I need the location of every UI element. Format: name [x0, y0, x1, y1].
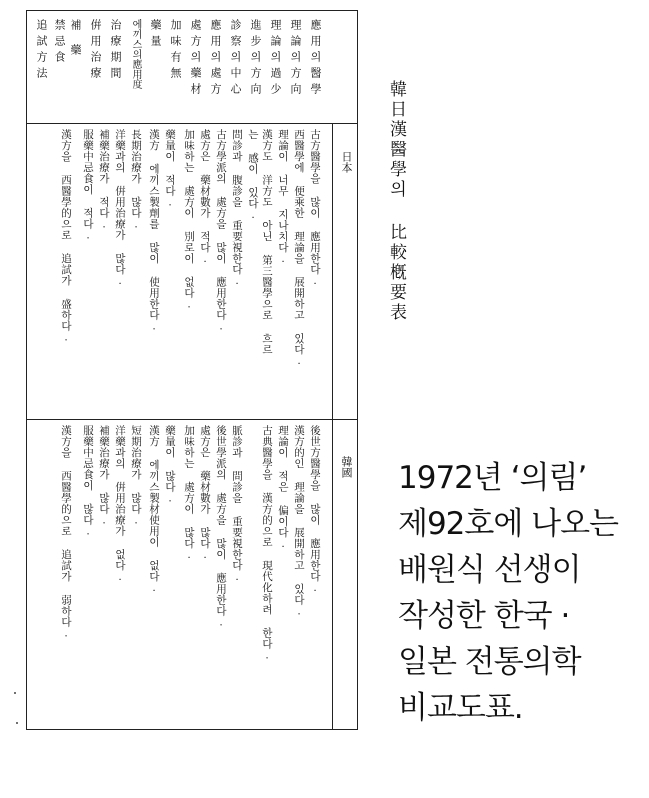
japan-cell: 藥量이 적다. — [164, 129, 176, 209]
korea-cell: 藥量이 많다. — [164, 425, 176, 505]
korea-cell: 處方은 藥材數가 많다. — [199, 425, 211, 562]
category-cell: 加味有無 — [169, 19, 182, 83]
category-cell: 藥量 — [149, 19, 162, 51]
japan-cell: 는 感이 있다. — [247, 129, 259, 222]
japan-cell: 服藥中忌食이 적다. — [82, 129, 94, 242]
image-caption — [398, 455, 643, 731]
category-cell: 理論의方向 — [289, 19, 302, 99]
japan-cell: 問診과 腹診을 重要視한다. — [231, 129, 243, 288]
korea-cell: 加味하는 處方이 많다. — [183, 425, 195, 562]
korea-cell: 服藥中忌食이 많다. — [82, 425, 94, 538]
korea-cell: 後世方醫學을 많이 應用한다. — [309, 425, 321, 595]
caption-line: 배원식 선생이 — [398, 552, 581, 588]
header-korea: 韓國 — [340, 456, 353, 478]
category-cell: 診察의中心 — [229, 19, 242, 99]
category-cell: 應用의處方 — [209, 19, 222, 99]
category-cell: 處方의藥材 — [189, 19, 202, 99]
japan-cell: 補藥治療가 적다. — [98, 129, 110, 231]
japan-cell: 長期治療가 많다. — [130, 129, 142, 231]
category-cell: 禁忌食 — [53, 19, 66, 67]
korea-cell: 漢方的인 理論을 展開하고 있다. — [293, 425, 305, 618]
row-divider — [27, 123, 357, 124]
category-cell: 治療期間 — [109, 19, 122, 83]
korea-cell: 理論이 적은 偏이다. — [277, 425, 289, 551]
japan-cell: 加味하는 處方이 別로이 없다. — [183, 129, 195, 311]
korea-cell: 漢方을 西醫學的으로 追試가 弱하다. — [60, 425, 72, 640]
category-cell: 倂用治療 — [89, 19, 102, 83]
caption-line: 비교도표. — [398, 690, 523, 726]
korea-cell: 短期治療가 많다. — [130, 425, 142, 527]
japan-cell: 漢方 에끼스製劑를 많이 使用한다. — [148, 129, 160, 333]
category-cell: 追試方法 — [35, 19, 48, 83]
category-cell: 應用의醫學 — [309, 19, 322, 99]
caption-line: 1972년 ‘의림’ — [398, 460, 587, 496]
table-title: 韓日漢醫學의 比較槪要表 — [386, 80, 406, 323]
row-divider — [27, 419, 357, 420]
scanned-table-sheet — [6, 2, 384, 780]
header-divider — [332, 123, 333, 729]
korea-cell: 補藥治療가 많다. — [98, 425, 110, 527]
caption-line: 제92호에 나오는 — [398, 506, 618, 542]
scan-speck — [16, 722, 18, 724]
japan-cell: 處方은 藥材數가 적다. — [199, 129, 211, 266]
korea-cell: 漢方 에끼스製材使用이 없다. — [148, 425, 160, 595]
caption-line: 작성한 한국 · — [398, 598, 570, 634]
korea-cell: 洋藥과의 倂用治療가 없다. — [114, 425, 126, 584]
category-cell: 進步의方向 — [249, 19, 262, 99]
korea-cell: 脈診과 問診을 重要視한다. — [231, 425, 243, 584]
japan-cell: 西醫學에 便乘한 理論을 展開하고 있다. — [293, 129, 305, 368]
korea-cell: 古典醫學을 漢方的으로 現代化하려 한다. — [261, 425, 273, 662]
header-japan: 日本 — [340, 151, 353, 173]
scan-speck — [14, 692, 16, 694]
japan-cell: 古方醫學을 많이 應用한다. — [309, 129, 321, 288]
korea-cell: 後世學派의 處方을 많이 應用한다. — [215, 425, 227, 629]
japan-cell: 理論이 너무 지나치다. — [277, 129, 289, 266]
category-cell: 에끼스의應用度 — [130, 19, 141, 89]
japan-cell: 漢方을 西醫學的으로 追試가 盛하다. — [60, 129, 72, 344]
caption-line: 일본 전통의학 — [398, 644, 581, 680]
japan-cell: 洋藥과의 倂用治療가 많다. — [114, 129, 126, 288]
comparison-table — [26, 10, 358, 730]
category-cell: 補藥 — [69, 19, 82, 69]
japan-cell: 古方學派의 處方을 많이 應用한다. — [215, 129, 227, 333]
category-cell: 理論의過少 — [269, 19, 282, 99]
japan-cell: 漢方도 洋方도 아닌 第三醫學으로 흐르 — [261, 129, 273, 355]
